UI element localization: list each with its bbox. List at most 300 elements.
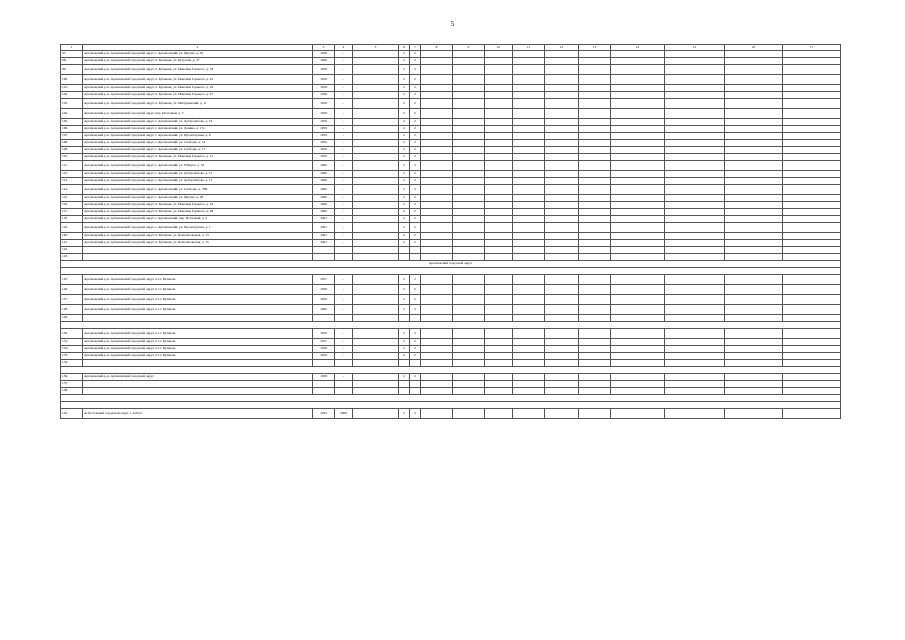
value-cell [513,216,545,223]
value-cell [611,126,665,133]
value-cell [665,154,725,161]
value-cell [545,75,579,85]
address-cell: Артемовский р-н, Артемовский городской округ, п. Буланаш, ул. Комсомольская, д. 15 [83,240,313,247]
value-cell [453,185,485,195]
value-cell [611,240,665,247]
value-cell: 2 [410,178,421,185]
value-cell: 2 [399,75,410,85]
value-cell [335,254,353,261]
value-cell [611,119,665,126]
value-cell [513,247,545,254]
column-number: 16 [725,45,783,51]
value-cell [453,275,485,285]
table-row [61,216,841,223]
value-cell [545,388,579,395]
value-cell [453,99,485,109]
value-cell [421,85,453,92]
value-cell [513,223,545,233]
value-cell: 2006 [335,409,353,419]
value-cell: - [335,65,353,75]
address-cell: Артемовский р-н, Артемовский городской округ, п.г.т. Буланаш [83,329,313,339]
value-cell: 1960 [313,171,335,178]
wall-material-cell [353,305,399,315]
value-cell [485,346,513,353]
wall-material-cell [353,51,399,58]
value-cell [545,339,579,346]
value-cell [665,202,725,209]
row-number: 112. [61,171,83,178]
value-cell [399,360,410,367]
value-cell [783,295,841,305]
value-cell [453,178,485,185]
row-number: 108. [61,140,83,147]
value-cell [545,92,579,99]
table-row [61,339,841,346]
value-cell [421,209,453,216]
value-cell [579,75,611,85]
value-cell [725,99,783,109]
value-cell: - [335,154,353,161]
value-cell [725,209,783,216]
section-heading-row [61,261,841,268]
wall-material-cell [353,353,399,360]
address-cell [83,381,313,388]
value-cell: 2 [399,216,410,223]
value-cell [611,360,665,367]
address-cell: Артемовский р-н, Артемовский городской округ, п. Буланаш, ул. Максима Горького, д. 21 [83,154,313,161]
value-cell [665,185,725,195]
table-row [61,99,841,109]
row-number: 118. [61,216,83,223]
value-cell: 2 [399,329,410,339]
value-cell [579,388,611,395]
value-cell [579,171,611,178]
wall-material-cell [353,65,399,75]
value-cell [725,154,783,161]
address-cell [83,388,313,395]
table-row [61,140,841,147]
value-cell [579,178,611,185]
value-cell [410,388,421,395]
value-cell [453,295,485,305]
wall-material-cell [353,240,399,247]
value-cell [611,195,665,202]
value-cell [611,305,665,315]
value-cell [665,388,725,395]
value-cell: 2 [410,154,421,161]
value-cell [485,409,513,419]
value-cell [725,58,783,65]
value-cell [313,381,335,388]
value-cell [513,295,545,305]
address-cell: Артемовский р-н, Артемовский городской округ, п. Буланаш, ул. Максима Горького, д. 24 [83,202,313,209]
value-cell [725,216,783,223]
value-cell [453,51,485,58]
value-cell [665,329,725,339]
value-cell [453,305,485,315]
value-cell: 2 [410,339,421,346]
section-heading [61,268,841,275]
value-cell [579,254,611,261]
value-cell [485,374,513,381]
value-cell [485,133,513,140]
value-cell: 1958 [313,75,335,85]
value-cell [783,329,841,339]
value-cell [725,223,783,233]
value-cell [545,409,579,419]
value-cell: 2 [410,119,421,126]
value-cell [421,126,453,133]
value-cell: - [335,295,353,305]
table-row [61,147,841,154]
value-cell: - [335,119,353,126]
address-cell: Артемовский р-н, Артемовский городской округ, г. Артемовский, ул. Фрунзе, д. 45 [83,51,313,58]
value-cell: - [335,92,353,99]
value-cell [783,202,841,209]
row-number: 138. [61,388,83,395]
value-cell [783,119,841,126]
row-number: 99. [61,65,83,75]
column-number: 15 [665,45,725,51]
section-heading-row [61,322,841,329]
value-cell [399,315,410,322]
value-cell [335,388,353,395]
wall-material-cell [353,216,399,223]
value-cell [725,140,783,147]
value-cell [421,92,453,99]
address-cell: Артемовский р-н, Артемовский городской округ, п.г.т. Буланаш [83,305,313,315]
value-cell: 2 [410,346,421,353]
value-cell [783,346,841,353]
wall-material-cell [353,202,399,209]
row-number: 97. [61,51,83,58]
table-row [61,119,841,126]
value-cell [453,353,485,360]
value-cell [783,195,841,202]
value-cell [611,216,665,223]
value-cell [513,285,545,295]
value-cell [453,126,485,133]
value-cell: 1959 [313,140,335,147]
row-number: 119. [61,223,83,233]
value-cell [513,339,545,346]
value-cell [485,195,513,202]
value-cell [665,58,725,65]
column-number: 11 [513,45,545,51]
value-cell [513,381,545,388]
value-cell: - [335,233,353,240]
value-cell [611,346,665,353]
wall-material-cell [353,75,399,85]
value-cell [611,339,665,346]
value-cell: 2 [410,133,421,140]
value-cell [513,254,545,261]
wall-material-cell [353,233,399,240]
value-cell: 1959 [313,353,335,360]
value-cell [579,58,611,65]
value-cell [783,409,841,419]
value-cell [545,305,579,315]
value-cell: 1958 [313,85,335,92]
value-cell [725,388,783,395]
value-cell [545,360,579,367]
wall-material-cell [353,223,399,233]
value-cell [453,240,485,247]
value-cell [545,171,579,178]
value-cell: 2 [399,147,410,154]
table-row [61,295,841,305]
value-cell: 2 [410,329,421,339]
value-cell [513,185,545,195]
value-cell: 2 [410,99,421,109]
value-cell [545,275,579,285]
value-cell: - [335,109,353,119]
column-number: 6 [399,45,410,51]
value-cell: - [335,374,353,381]
page-number: 5 [450,20,455,28]
value-cell [665,315,725,322]
column-number: 3 [313,45,335,51]
row-number: 142. [61,409,83,419]
wall-material-cell [353,374,399,381]
value-cell: 1959 [313,109,335,119]
register-body [61,45,841,419]
value-cell: 2 [399,154,410,161]
value-cell [611,133,665,140]
value-cell: - [335,339,353,346]
value-cell [399,381,410,388]
table-row [61,202,841,209]
value-cell: 1958 [313,285,335,295]
value-cell [665,381,725,388]
value-cell [485,140,513,147]
row-number: 120. [61,233,83,240]
value-cell [725,178,783,185]
value-cell [421,285,453,295]
value-cell: - [335,209,353,216]
value-cell [611,147,665,154]
value-cell [313,360,335,367]
value-cell [783,216,841,223]
value-cell [513,374,545,381]
section-heading-row [61,268,841,275]
row-number: 107. [61,133,83,140]
value-cell [579,233,611,240]
value-cell [485,161,513,171]
value-cell: 1957 [313,275,335,285]
value-cell [725,51,783,58]
value-cell: - [335,171,353,178]
value-cell [513,140,545,147]
value-cell [399,247,410,254]
value-cell [579,209,611,216]
wall-material-cell [353,315,399,322]
value-cell [579,346,611,353]
value-cell [399,388,410,395]
value-cell: 2 [410,185,421,195]
wall-material-cell [353,133,399,140]
value-cell [545,295,579,305]
value-cell [725,254,783,261]
row-number: 127. [61,295,83,305]
value-cell [421,99,453,109]
value-cell [545,58,579,65]
address-cell: Артемовский р-н, Артемовский городской округ, п. Буланаш, ул. Кутузова, д. 27 [83,58,313,65]
value-cell [611,75,665,85]
value-cell [725,381,783,388]
value-cell [421,360,453,367]
value-cell: 2 [399,305,410,315]
value-cell [513,388,545,395]
value-cell [485,315,513,322]
column-number: 17 [783,45,841,51]
value-cell [725,285,783,295]
section-heading [61,395,841,402]
value-cell [453,346,485,353]
row-number: 133. [61,353,83,360]
value-cell [579,202,611,209]
value-cell: 2 [410,285,421,295]
value-cell [725,147,783,154]
value-cell [545,374,579,381]
value-cell: 1925 [313,409,335,419]
value-cell: - [335,147,353,154]
address-cell: Артемовский р-н, Артемовский городской округ, г. Артемовский, ул. Свободы, д. 14 [83,140,313,147]
value-cell [421,202,453,209]
value-cell [611,233,665,240]
value-cell: 1958 [313,346,335,353]
value-cell: 1959 [313,119,335,126]
value-cell [453,147,485,154]
value-cell [665,285,725,295]
value-cell [545,154,579,161]
value-cell [513,133,545,140]
value-cell [783,353,841,360]
value-cell [725,133,783,140]
value-cell: - [335,161,353,171]
wall-material-cell [353,161,399,171]
address-cell: Артемовский р-н, Артемовский городской округ, пер. Почтовый, д. 3 [83,109,313,119]
value-cell: 2 [410,171,421,178]
value-cell: 2 [410,240,421,247]
value-cell [579,161,611,171]
row-number: 128. [61,305,83,315]
value-cell [579,353,611,360]
value-cell: 2 [399,171,410,178]
table-row [61,92,841,99]
value-cell [453,65,485,75]
value-cell [485,171,513,178]
value-cell [725,374,783,381]
value-cell [410,254,421,261]
value-cell [611,388,665,395]
value-cell [485,185,513,195]
value-cell [399,254,410,261]
value-cell: 2 [410,75,421,85]
value-cell [665,374,725,381]
value-cell [611,374,665,381]
row-number: 101. [61,85,83,92]
address-cell [83,254,313,261]
value-cell: 1957 [313,339,335,346]
value-cell [579,374,611,381]
row-number: 137. [61,381,83,388]
value-cell [783,154,841,161]
value-cell [421,223,453,233]
table-row [61,51,841,58]
value-cell [485,285,513,295]
table-row [61,329,841,339]
value-cell [410,360,421,367]
value-cell [579,275,611,285]
value-cell [579,119,611,126]
address-cell: Артемовский р-н, Артемовский городской округ, г. Артемовский, ул. Фрунзе, д. 28 [83,195,313,202]
column-number: 1 [61,45,83,51]
value-cell [453,329,485,339]
address-cell: Артемовский р-н, Артемовский городской округ, п. Буланаш, ул. Максима Горького, д. 22 [83,75,313,85]
value-cell [421,58,453,65]
value-cell [579,409,611,419]
value-cell [783,126,841,133]
value-cell [513,195,545,202]
column-number: 7 [410,45,421,51]
row-number: 111. [61,161,83,171]
value-cell [421,233,453,240]
value-cell [783,374,841,381]
value-cell [453,85,485,92]
value-cell [545,381,579,388]
value-cell: 1960 [313,202,335,209]
value-cell [665,247,725,254]
value-cell: 2 [410,223,421,233]
value-cell: - [335,305,353,315]
value-cell: 2 [399,339,410,346]
wall-material-cell [353,185,399,195]
value-cell: 1958 [313,99,335,109]
row-number: 126. [61,285,83,295]
address-cell [83,315,313,322]
row-number: 109. [61,147,83,154]
value-cell [579,140,611,147]
value-cell [725,202,783,209]
value-cell [545,247,579,254]
wall-material-cell [353,85,399,92]
value-cell [545,216,579,223]
value-cell: 2 [399,140,410,147]
table-row [61,126,841,133]
row-number: 114. [61,185,83,195]
value-cell: 2 [410,195,421,202]
value-cell [485,109,513,119]
value-cell: - [335,275,353,285]
row-number: 134. [61,360,83,367]
value-cell [453,140,485,147]
value-cell [313,388,335,395]
value-cell [579,247,611,254]
table-row [61,409,841,419]
value-cell: 2 [399,209,410,216]
value-cell [611,140,665,147]
value-cell [579,99,611,109]
value-cell [313,247,335,254]
value-cell [783,171,841,178]
table-row [61,223,841,233]
column-number: 10 [485,45,513,51]
value-cell [783,275,841,285]
table-row [61,381,841,388]
value-cell [545,85,579,92]
value-cell [421,195,453,202]
